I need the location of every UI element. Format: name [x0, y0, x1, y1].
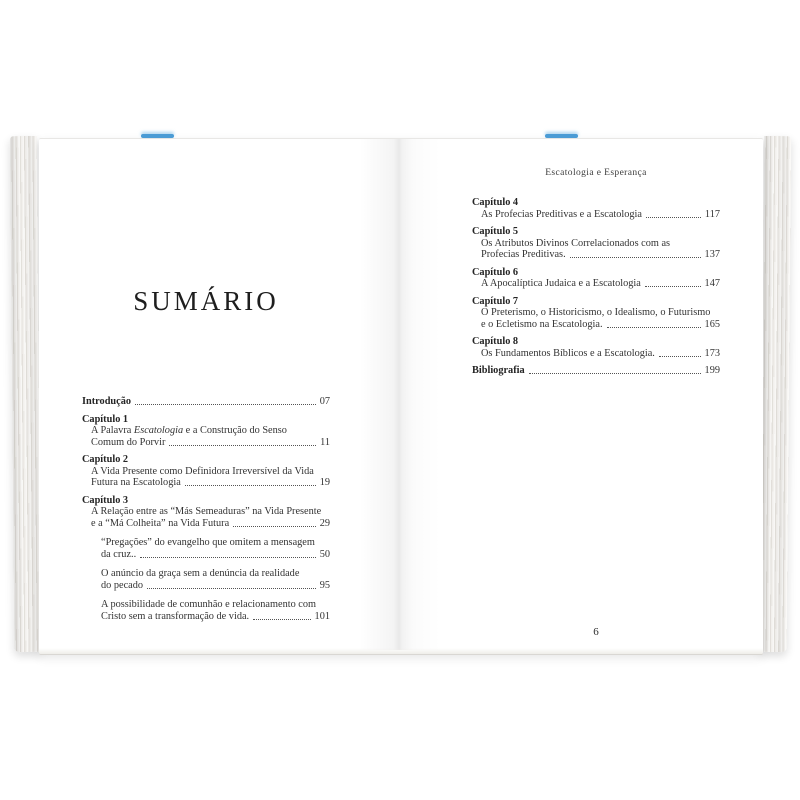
page-number: 6: [593, 626, 599, 638]
toc-right: [472, 197, 720, 377]
toc-text: do pecado: [101, 579, 144, 591]
toc-line: [472, 278, 720, 290]
toc-page-number: 29: [319, 517, 330, 529]
toc-text: e o Ecletismo na Escatologia.: [481, 318, 603, 330]
dot-leader: [185, 485, 316, 486]
toc-text: e a “Má Colheita” na Vida Futura: [91, 517, 230, 529]
toc-page-number: 165: [704, 318, 720, 330]
dot-leader: [169, 445, 316, 446]
toc-entry: [82, 454, 330, 489]
toc-heading: Capítulo 1: [82, 413, 129, 425]
toc-line-text: [101, 611, 249, 623]
dot-leader: [140, 557, 316, 558]
toc-line-text: [91, 477, 181, 489]
toc-entry: [472, 296, 720, 331]
toc-page-number: 19: [319, 477, 330, 488]
toc-line: [472, 209, 720, 221]
toc-line: [472, 307, 720, 319]
toc-text-italic: Escatologia: [133, 425, 184, 436]
right-fore-edge: [760, 136, 792, 652]
dot-leader: [646, 217, 701, 218]
toc-line: [82, 518, 330, 530]
toc-page-number: 117: [704, 208, 720, 220]
toc-heading: Capítulo 6: [472, 266, 519, 278]
toc-text: Os Fundamentos Bíblicos e a Escatologia.: [481, 347, 655, 359]
toc-line: [472, 319, 720, 331]
toc-line: [82, 437, 330, 449]
toc-entry: [82, 568, 330, 591]
gutter-shadow: [359, 139, 441, 650]
toc-text: O anúncio da graça sem a denúncia da realidade: [101, 568, 300, 579]
toc-line: [82, 506, 330, 518]
book: [12, 132, 789, 659]
toc-text: Comum do Porvir: [91, 436, 166, 448]
toc-line: [82, 425, 330, 437]
toc-text: As Profecias Preditivas e a Escatologia: [481, 208, 642, 220]
toc-text: Os Atributos Divinos Correlacionados com as: [481, 237, 671, 249]
right-page: [472, 139, 720, 654]
toc-line-text: [91, 518, 229, 530]
running-header: Escatologia e Esperança: [545, 168, 647, 178]
toc-line-text: [481, 278, 641, 290]
toc-heading: Capítulo 4: [472, 197, 519, 208]
toc-heading-row: [82, 396, 330, 408]
dot-leader: [147, 588, 316, 589]
toc-line: [82, 568, 330, 580]
left-page: [82, 139, 330, 654]
toc-heading-row: [472, 365, 720, 377]
toc-line: [472, 348, 720, 360]
toc-entry: [82, 537, 330, 560]
toc-heading: Capítulo 5: [472, 226, 519, 237]
toc-text: A Relação entre as “Más Semeaduras” na Vida Presente: [91, 506, 322, 517]
dot-leader: [570, 257, 701, 258]
toc-line: [82, 580, 330, 592]
toc-page-number: 11: [320, 436, 330, 448]
toc-page-number: 07: [319, 396, 330, 407]
toc-page-number: 199: [704, 365, 720, 376]
toc-heading: Bibliografia: [472, 365, 525, 376]
toc-line-text: [481, 249, 566, 261]
toc-line-text: [481, 209, 642, 221]
toc-line: [82, 611, 330, 623]
toc-line: [82, 477, 330, 489]
dot-leader: [233, 526, 316, 527]
toc-line-text: [101, 549, 136, 561]
toc-entry: [82, 396, 330, 408]
toc-text: Profecias Preditivas.: [481, 249, 566, 260]
toc-left: [82, 396, 330, 622]
toc-line: [82, 549, 330, 561]
page-title: SUMÁRIO: [133, 286, 279, 316]
toc-line-text: [481, 348, 655, 360]
page-spread: [39, 138, 763, 654]
dot-leader: [607, 327, 701, 328]
toc-page-number: 147: [704, 278, 720, 289]
toc-entry: [472, 226, 720, 261]
toc-text: “Pregações” do evangelho que omitem a mensagem: [101, 537, 315, 548]
dot-leader: [529, 373, 701, 374]
toc-line: [472, 249, 720, 261]
left-fore-edge: [10, 136, 42, 652]
toc-text: O Preterismo, o Historicismo, o Idealismo, o Futurismo: [481, 307, 711, 318]
dot-leader: [135, 404, 316, 405]
toc-heading: Capítulo 3: [82, 494, 129, 506]
toc-text: A Palavra: [91, 425, 134, 436]
toc-entry: [472, 267, 720, 290]
toc-text: da cruz..: [101, 548, 137, 560]
toc-page-number: 95: [319, 579, 330, 591]
toc-entry: [82, 414, 330, 449]
toc-page-number: 50: [319, 548, 330, 560]
cover-accent-right: [545, 134, 578, 138]
toc-text: A Apocalíptica Judaica e a Escatologia: [481, 278, 641, 289]
toc-text: e a Construção do Senso: [183, 425, 287, 436]
dot-leader: [659, 356, 701, 357]
toc-line-text: [101, 580, 143, 592]
toc-heading: Capítulo 2: [82, 454, 129, 465]
toc-line-text: [91, 437, 165, 449]
toc-heading: Introdução: [82, 396, 132, 407]
cover-accent-left: [141, 134, 174, 138]
toc-line-text: [481, 319, 603, 331]
toc-page-number: 101: [314, 610, 330, 622]
toc-text: A possibilidade de comunhão e relacionamento com: [101, 599, 317, 610]
toc-heading: Capítulo 8: [472, 336, 519, 347]
toc-line: [472, 238, 720, 250]
toc-text: Futura na Escatologia: [91, 477, 181, 488]
toc-heading: Capítulo 7: [472, 295, 519, 307]
toc-line: [82, 537, 330, 549]
toc-entry: [82, 599, 330, 622]
toc-entry: [472, 365, 720, 377]
toc-entry: [472, 197, 720, 220]
toc-text: A Vida Presente como Definidora Irreversível da Vida: [91, 465, 314, 477]
dot-leader: [645, 286, 701, 287]
dot-leader: [253, 619, 310, 620]
toc-text: Cristo sem a transformação de vida.: [101, 610, 250, 622]
toc-page-number: 173: [704, 347, 720, 359]
toc-page-number: 137: [704, 249, 720, 260]
toc-entry: [82, 495, 330, 530]
toc-line: [82, 599, 330, 611]
toc-line: [82, 466, 330, 478]
toc-entry: [472, 336, 720, 359]
